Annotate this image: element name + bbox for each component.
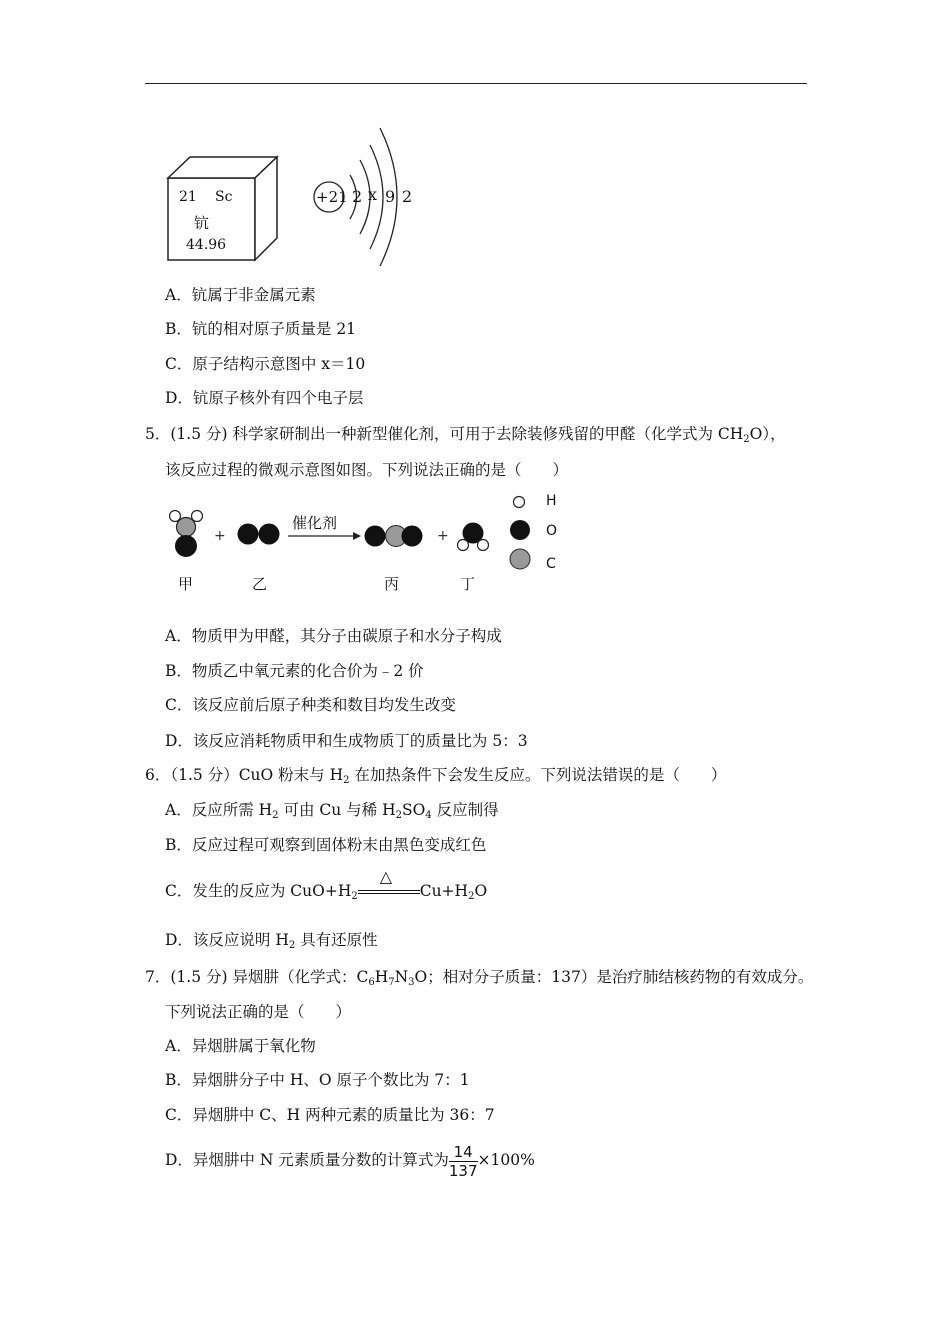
substance-label-jia: 甲 [178,575,194,593]
plus-sign-right: + [437,528,449,544]
atomic-number: 21 [179,189,197,205]
atom-legend-markers [505,490,540,580]
q7-option-a: A．异烟肼属于氧化物 [165,1037,316,1055]
legend-c-label: C [546,556,556,572]
mass-fraction: $\frac{14}{137}$ [448,1142,478,1180]
q6-option-d: D．该反应说明 $H_2$ 具有还原性 [165,931,378,951]
element-symbol: Sc [215,189,233,205]
plus-sign-left: + [214,528,226,544]
q5-option-c: C．该反应前后原子种类和数目均发生改变 [165,696,456,714]
equation-arrow [358,867,420,901]
q4-option-d: D．钪原子核外有四个电子层 [165,389,364,407]
atom-nucleus-charge: +21 [316,188,348,206]
q7-stem-line1: 7．(1.5 分) 异烟肼（化学式：$C_6H_7N_3O$；相对分子质量：137）是治疗肺结核药物的有效成分。 [145,968,814,988]
q5-option-a: A．物质甲为甲醛，其分子由碳原子和水分子构成 [165,627,502,645]
shell-3-count: 9 [385,187,396,206]
q5-stem-line2: 该反应过程的微观示意图如图。下列说法正确的是（ ） [165,461,569,479]
reaction-micro-diagram [165,490,405,570]
substance-label-ding: 丁 [460,575,476,593]
shell-4-count: 2 [402,187,413,206]
substance-label-bing: 丙 [384,575,400,593]
legend-o-label: O [546,523,558,539]
substance-label-yi: 乙 [252,575,268,593]
q7-option-b: B．异烟肼分子中 H、O 原子个数比为 7：1 [165,1071,470,1089]
header-rule [145,83,807,84]
q4-option-c: C．原子结构示意图中 x＝10 [165,355,366,373]
q6-option-c: C．发生的反应为 $CuO+H_2$ △ $Cu+H_2O$ [165,867,488,902]
q7-stem-line2: 下列说法正确的是（ ） [165,1003,352,1021]
shell-2-count: x [368,185,378,204]
q5-stem-line1: 5．(1.5 分) 科学家研制出一种新型催化剂，可用于去除装修残留的甲醛（化学式为 $CH_2O$）， [145,425,786,445]
q5-option-d: D．该反应消耗物质甲和生成物质丁的质量比为 5：3 [165,732,528,750]
shell-1-count: 2 [352,187,363,206]
atomic-mass: 44.96 [186,237,227,253]
q7-option-c: C．异烟肼中 C、H 两种元素的质量比为 36：7 [165,1106,495,1124]
element-name: 钪 [194,214,210,232]
q6-option-b: B．反应过程可观察到固体粉末由黑色变成红色 [165,836,487,854]
q6-stem: 6．（1.5 分）CuO 粉末与 $H_2$ 在加热条件下会发生反应。下列说法错误的是（ ） [145,766,727,786]
catalyst-label: 催化剂 [292,514,338,532]
q6-option-a: A．反应所需 $H_2$ 可由 Cu 与稀 $H_2SO_4$ 反应制得 [165,801,499,821]
q4-option-b: B．钪的相对原子质量是 21 [165,320,357,338]
legend-h-label: H [546,493,557,509]
q4-option-a: A．钪属于非金属元素 [165,286,316,304]
q7-option-d: D．异烟肼中 N 元素质量分数的计算式为 $\frac{14}{137}$ ×100% [165,1142,535,1180]
q5-option-b: B．物质乙中氧元素的化合价为﹣2 价 [165,662,424,680]
heating-symbol: △ [379,867,393,886]
